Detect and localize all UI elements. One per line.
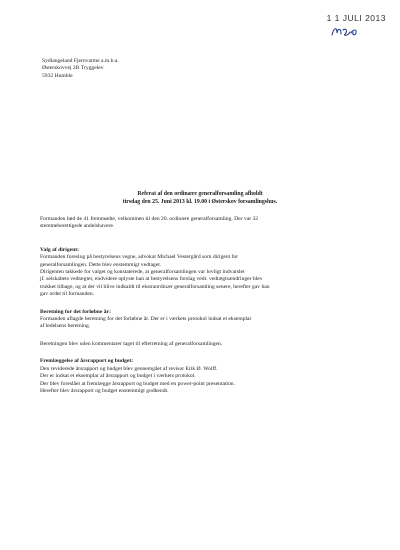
address-line: Østerskovvej 2B Tryggelev: [42, 65, 104, 72]
paragraph-line: Beretningen blev uden kommentarer taget til efterretning af generalforsamlingen.: [40, 340, 223, 347]
minutes-body: [40, 216, 370, 395]
intro-line: Formanden bød de 41 fremmødte, velkommen til den 20. ordinære generalforsamling. Der var 32: [40, 216, 259, 222]
address-line: 5932 Humble: [42, 72, 73, 79]
paragraph-line: Formanden aflagde beretning for det forløbne år. Der er i værkets protokol indsat et eksemplar: [40, 316, 252, 323]
paragraph-line: Herefter blev årsrapport og budget enstemmigt godkendt.: [40, 387, 169, 394]
paragraph-line: gav ordet til formanden.: [40, 291, 95, 298]
title-line: tirsdag den 25. Juni 2013 kl. 19.00 i Østerskov forsamlingshus.: [122, 198, 278, 205]
document-title: [0, 191, 400, 207]
recipient-address: [42, 58, 119, 80]
paragraph-line: af ledelsens beretning.: [40, 323, 91, 330]
paragraph-line: Der er indsat et eksemplar af årsrapport og budget i værkets protokol.: [40, 373, 196, 380]
received-date-stamp: 1 1 JULI 2013: [326, 13, 386, 23]
paragraph-line: Formanden foreslog på bestyrelsens vegne, advokat Michael Vestergård som dirigent for: [40, 254, 239, 261]
paragraph-line: Der blev foreslået at fremlægge årsrapport og budget med en power-point presentation.: [40, 380, 235, 387]
paragraph-line: generalforsamlingen. Dette blev enstemmigt vedtaget.: [40, 261, 162, 268]
handwritten-initials: [330, 25, 360, 39]
title-line: Referat af den ordinære generalforsamling afholdt: [137, 191, 263, 197]
section-heading-aarsrapport: Fremlæggelse af årsrapport og budget:: [40, 358, 134, 365]
section-heading-dirigent: Valg af dirigent:: [40, 246, 79, 253]
paragraph-line: Den reviderede årsrapport og budget blev gennemgået af revisor Erik Ø. Wolff.: [40, 365, 218, 372]
paragraph-line: jf. selskabets vedtægter, endvidere oplyste han at bestyrelsens forslag vedr. vedtægtsændringer blev: [40, 276, 263, 283]
paragraph-line: trukket tilbage, og at der vil blive indkaldt til ekstraordinær generalforsamling senere, herefter gav han: [40, 283, 270, 290]
address-line: Sydlangeland Fjernvarme a.m.b.a.: [42, 58, 119, 64]
paragraph-line: Dirigenten takkede for valget og konstaterede, at generalforsamlingen var lovligt indvarslet: [40, 269, 245, 276]
section-heading-beretning: Beretning for det forløbne år:: [40, 308, 111, 315]
intro-line: stemmeberettigede andelshavere.: [40, 223, 115, 230]
